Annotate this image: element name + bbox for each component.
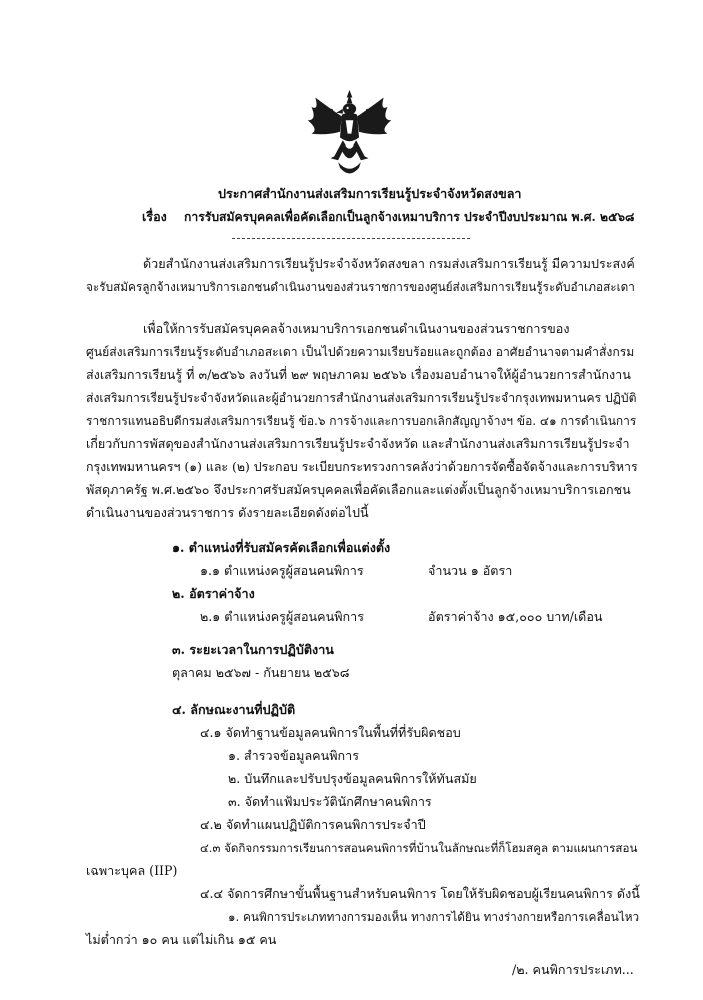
- section-4-item-4-4-1: ๑. คนพิการประเภททางการมองเห็น ทางการได้ยิน ทางร่างกายหรือการเคลื่อนไหว: [228, 910, 640, 924]
- section-4-item-4-2: ๔.๒ จัดทำแผนปฏิบัติการคนพิการประจำปี: [200, 817, 426, 832]
- section-2-heading: ๒. อัตราค่าจ้าง: [172, 586, 255, 601]
- subject-label: เรื่อง: [142, 209, 167, 224]
- page-continuation: /๒. คนพิการประเภท...: [512, 962, 634, 977]
- garuda-emblem-icon: [302, 88, 397, 183]
- body-line-8: พัสดุภาครัฐ พ.ศ.๒๕๖๐ จึงประกาศรับสมัครบุคคลเพื่อคัดเลือกและแต่งตั้งเป็นลูกจ้างเหมาบริการเอกชน: [86, 482, 631, 497]
- section-3-heading: ๓. ระยะเวลาในการปฏิบัติงาน: [172, 642, 334, 657]
- section-3-period: ตุลาคม ๒๕๖๗ - กันยายน ๒๕๖๘: [172, 665, 350, 680]
- body-line-3: ส่งเสริมการเรียนรู้ ที่ ๓/๒๕๖๖ ลงวันที่ ๒๙ พฤษภาคม ๒๕๖๖ เรื่องมอบอำนาจให้ผู้อำนวยการสำนักงาน: [86, 367, 631, 382]
- section-4-item-4-1-3: ๓. จัดทำแฟ้มประวัตินักศึกษาคนพิการ: [228, 794, 432, 809]
- section-1-heading: ๑. ตำแหน่งที่รับสมัครคัดเลือกเพื่อแต่งตั้ง: [172, 540, 391, 555]
- section-4-item-4-3: ๔.๓ จัดกิจกรรมการเรียนการสอนคนพิการที่บ้านในลักษณะที่ก็โฮมสคูล ตามแผนการสอน: [200, 841, 638, 855]
- section-4-item-4-1: ๔.๑ จัดทำฐานข้อมูลคนพิการในพื้นที่ที่รับผิดชอบ: [200, 725, 461, 740]
- body-line-5: ราชการแทนอธิบดีกรมส่งเสริมการเรียนรู้ ข้อ.๖ การจ้างและการบอกเลิกสัญญาจ้างฯ ข้อ. ๔๑ การดำเนินการ: [86, 414, 637, 428]
- section-4-heading: ๔. ลักษณะงานที่ปฏิบัติ: [172, 702, 296, 717]
- body-line-7: กรุงเทพมหานครฯ (๑) และ (๒) ประกอบ ระเบียบกระทรวงการคลังว่าด้วยการจัดซื้อจัดจ้างและการบริหาร: [86, 459, 638, 474]
- section-4-item-4-1-2: ๒. บันทึกและปรับปรุงข้อมูลคนพิการให้ทันสมัย: [228, 771, 477, 786]
- section-4-item-4-1-1: ๑. สำรวจข้อมูลคนพิการ: [228, 748, 359, 763]
- intro-line-1: ด้วยสำนักงานส่งเสริมการเรียนรู้ประจำจังหวัดสงขลา กรมส่งเสริมการเรียนรู้ มีความประสงค์: [143, 256, 635, 271]
- section-4-item-4-3-cont: เฉพาะบุคล (IIP): [86, 863, 178, 878]
- section-1-item: ๑.๑ ตำแหน่งครูผู้สอนคนพิการ: [200, 563, 364, 578]
- title-divider: [232, 238, 470, 239]
- body-line-2: ศูนย์ส่งเสริมการเรียนรู้ระดับอำเภอสะเดา เป็นไปด้วยความเรียบร้อยและถูกต้อง อาศัยอำนาจตามคำสั่งกรม: [86, 345, 635, 359]
- section-2-item: ๒.๑ ตำแหน่งครูผู้สอนคนพิการ: [200, 609, 364, 624]
- body-line-1: เพื่อให้การรับสมัครบุคคลจ้างเหมาบริการเอกชนดำเนินงานของส่วนราชการของ: [143, 321, 570, 336]
- body-line-9: ดำเนินงานของส่วนราชการ ดังรายละเอียดดังต่อไปนี้: [86, 505, 369, 520]
- body-line-6: เกี่ยวกับการพัสดุของสำนักงานส่งเสริมการเรียนรู้ประจำจังหวัด และสำนักงานส่งเสริมการเรียนรู้ประจำ: [86, 436, 630, 451]
- section-2-value: อัตราค่าจ้าง ๑๕,๐๐๐ บาท/เดือน: [428, 609, 603, 624]
- section-1-value: จำนวน ๑ อัตรา: [428, 563, 513, 578]
- subject-text: การรับสมัครบุคคลเพื่อคัดเลือกเป็นลูกจ้างเหมาบริการ ประจำปีงบประมาณ พ.ศ. ๒๕๖๘: [184, 210, 635, 224]
- body-line-4: ส่งเสริมการเรียนรู้ประจำจังหวัดและผู้อำนวยการสำนักงานส่งเสริมการเรียนรู้ประจำกรุงเทพมหานคร ปฏิบัติ: [86, 391, 637, 405]
- section-4-item-4-4-1-cont: ไม่ต่ำกว่า ๑๐ คน แต่ไม่เกิน ๑๕ คน: [86, 932, 277, 947]
- announcement-title: ประกาศสำนักงานส่งเสริมการเรียนรู้ประจำจังหวัดสงขลา: [218, 186, 522, 201]
- section-4-item-4-4: ๔.๔ จัดการศึกษาขั้นพื้นฐานสำหรับคนพิการ โดยให้รับผิดชอบผู้เรียนคนพิการ ดังนี้: [200, 886, 640, 901]
- intro-line-2: จะรับสมัครลูกจ้างเหมาบริการเอกชนดำเนินงานของส่วนราชการของศูนย์ส่งเสริมการเรียนรู้ระดับอำเภอสะเดา: [86, 280, 635, 294]
